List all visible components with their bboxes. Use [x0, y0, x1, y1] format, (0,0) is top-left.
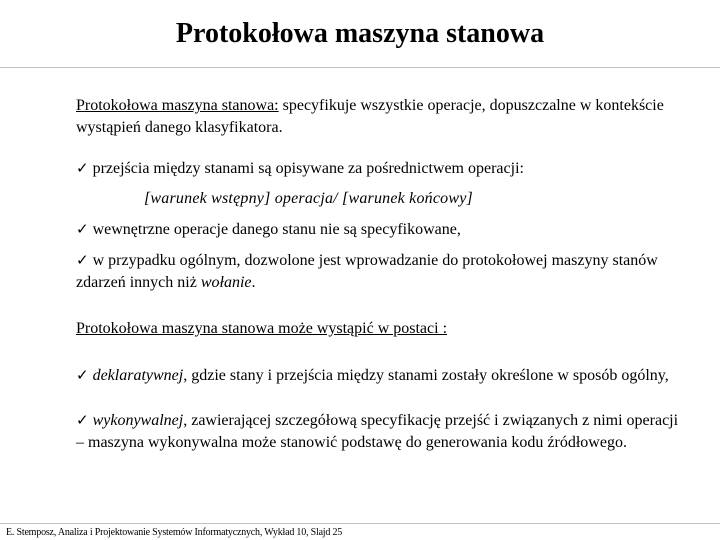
check-icon: ✓ — [76, 411, 89, 429]
form-executable-text: , zawierającej szczegółową specyfikację przejść i związanych z nimi operacji – maszyna wykonywalna może stanowić podstawę do generowania kodu źródłowego. — [76, 412, 679, 451]
check-icon: ✓ — [76, 220, 89, 238]
definition-term: Protokołowa maszyna stanowa: — [76, 97, 279, 114]
form-executable-term: wykonywalnej — [92, 412, 184, 429]
top-divider — [0, 67, 720, 68]
transition-formula: [warunek wstępny] operacja/ [warunek końcowy] — [144, 190, 473, 207]
bullet-events-end: . — [251, 274, 256, 291]
bullet-transitions — [76, 157, 686, 180]
definition-paragraph — [76, 95, 686, 139]
definition-text: specyfikuje wszystkie operacje, dopuszczalne w kontekście wystąpień danego klasyfikatora. — [76, 97, 664, 136]
slide-title: Protokołowa maszyna stanowa — [175, 18, 545, 49]
check-icon: ✓ — [76, 251, 89, 269]
check-icon: ✓ — [76, 159, 89, 177]
form-declarative — [76, 364, 686, 387]
form-executable — [76, 409, 686, 454]
bullet-internal-ops — [76, 218, 686, 241]
check-icon: ✓ — [76, 366, 89, 384]
form-declarative-term: deklaratywnej — [92, 367, 184, 384]
bullet-events-text: w przypadku ogólnym, dozwolone jest wprowadzanie do protokołowej maszyny stanów zdarzeń innych niż — [76, 252, 658, 291]
bottom-divider — [0, 523, 720, 524]
forms-heading: Protokołowa maszyna stanowa może wystąpić w postaci : — [76, 320, 448, 337]
slide-content — [76, 95, 686, 454]
form-declarative-text: , gdzie stany i przejścia między stanami zostały określone w sposób ogólny, — [183, 367, 669, 384]
bullet-internal-ops-text: wewnętrzne operacje danego stanu nie są specyfikowane, — [92, 221, 461, 238]
bullet-events — [76, 249, 686, 294]
bullet-events-italic: wołanie — [200, 274, 252, 291]
footer-citation: E. Stemposz, Analiza i Projektowanie Systemów Informatycznych, Wykład 10, Slajd 25 — [6, 527, 343, 538]
bullet-transitions-text: przejścia między stanami są opisywane za pośrednictwem operacji: — [92, 160, 524, 177]
